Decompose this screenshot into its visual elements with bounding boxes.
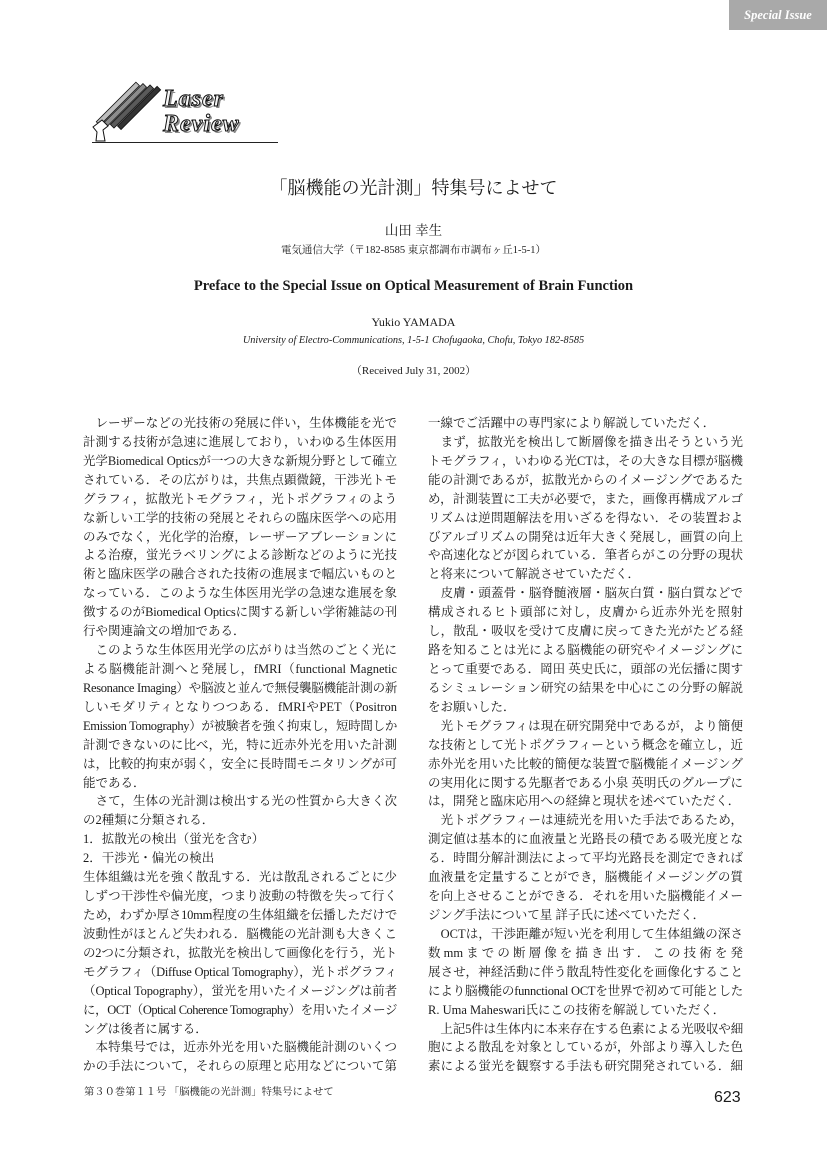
- page-number: 623: [714, 1089, 741, 1106]
- text-line: まず，拡散光を検出して断層像を描き出そうという光: [428, 434, 743, 449]
- text-line: により脳機能のfunnctional OCTを世界で初めて可能とした: [428, 983, 743, 998]
- paragraph: [428, 584, 743, 716]
- text-line: 路を知ることは光による脳機能の研究やイメージングに: [428, 643, 743, 658]
- text-line: なっている．このような生体医用光学の急速な進展を象: [83, 586, 397, 601]
- text-line: の2つに分類され，拡散光を検出して画像化を行う，光ト: [83, 945, 397, 960]
- text-line: るシミュレーション研究の結果を中心にこの分野の解説: [428, 680, 743, 695]
- text-line: かの手法について，それらの原理と応用などについて第: [83, 1059, 397, 1074]
- text-line: と将来について解説させていただく．: [428, 567, 641, 582]
- paragraph: [83, 1038, 397, 1076]
- text-line: 一線でご活躍中の専門家により解説していただく．: [428, 416, 716, 430]
- text-line: 本特集号では，近赤外光を用いた脳機能計測のいくつ: [83, 1040, 397, 1055]
- paragraph: [428, 433, 743, 584]
- received-date: （Received July 31, 2002）: [350, 365, 477, 377]
- text-line: 計測できないのに比べ，光，特に近赤外光を用いた計測: [83, 737, 397, 752]
- text-line: OCTは，干渉距離が短い光を利用して生体組織の深さ: [428, 926, 743, 941]
- text-line: されている．その広がりは，共焦点顕微鏡，干渉光トモ: [83, 472, 397, 487]
- text-line: とって重要である．岡田 英史氏に，頭部の光伝播に関す: [428, 661, 743, 676]
- text-line: モグラフィ（Diffuse Optical Tomography），光トポグラフィ: [83, 964, 397, 979]
- text-line: は，開発と臨床応用への経緯と現状を述べていただく．: [428, 794, 741, 809]
- left-column: [83, 414, 397, 1076]
- text-line: 皮膚・頭蓋骨・脳脊髄液層・脳灰白質・脳白質などで: [428, 586, 743, 601]
- paragraph: [428, 811, 743, 925]
- text-line: 生体組織は光を強く散乱する．光は散乱されるごとに少: [83, 870, 397, 885]
- running-footer: 第３０巻第１１号 「脳機能の光計測」特集号によせて: [84, 1087, 334, 1098]
- text-line: る．時間分解計測法によって平均光路長を測定できれば: [428, 851, 743, 866]
- article-title-ja: 「脳機能の光計測」特集号によせて: [269, 178, 558, 198]
- text-line: 波動性がほとんど失われる．脳機能の光計測も大きくこ: [83, 926, 397, 941]
- text-line: 構成されるヒト頭部に対し，皮膚から近赤外光を照射: [428, 605, 743, 620]
- special-issue-badge: Special Issue: [729, 0, 827, 30]
- text-line: の2種類に分類される．: [83, 813, 215, 828]
- paragraph: [428, 717, 743, 812]
- text-line: Resonance Imaging）や脳波と並んで無侵襲脳機能計測の新: [83, 680, 397, 695]
- text-line: 上記5件は生体内に本来存在する色素による光吸収や細: [428, 1021, 743, 1036]
- article-title-en: Preface to the Special Issue on Optical Measurement of Brain Function: [193, 278, 634, 294]
- text-line: レーザーなどの光技術の発展に伴い，生体機能を光で: [83, 416, 397, 430]
- text-line: 徴するのがBiomedical Opticsに関する新しい学術雑誌の刊: [83, 605, 397, 620]
- text-line: 光トモグラフィは現在研究開発中であるが，より簡便: [428, 718, 743, 733]
- text-line: よる治療，蛍光ラベリングによる診断などのように光技: [83, 548, 397, 563]
- text-line: グラフィ，拡散光トモグラフィ，光トポグラフィのよう: [83, 491, 397, 506]
- text-line: を向上させることができる．それを用いた脳機能イメー: [428, 889, 743, 904]
- text-line: 素による蛍光を観察する手法も研究開発されている．細: [428, 1059, 743, 1074]
- affiliation-en: University of Electro-Communications, 1-5-1 Chofugaoka, Chofu, Tokyo 182-8585: [242, 335, 585, 346]
- laser-review-logo-icon: [90, 75, 162, 143]
- text-line: ングは後者に属する．: [83, 1021, 208, 1036]
- text-line: 測定値は基本的に血液量と光路長の積である吸光度とな: [428, 832, 743, 847]
- paragraph: [428, 1020, 743, 1077]
- paragraph: [83, 414, 397, 641]
- text-line: さて，生体の光計測は検出する光の性質から大きく次: [83, 794, 397, 809]
- text-line: 光学Biomedical Opticsが一つの大きな新規分野として確立: [83, 453, 397, 468]
- text-line: 数mmまでの断層像を描き出す．この技術を発: [428, 945, 743, 960]
- author-name-ja: 山田 幸生: [384, 223, 443, 238]
- text-line: （Optical Topography），蛍光を用いたイメージングは前者: [83, 983, 397, 998]
- text-line: な技術として光トポグラフィーという概念を確立し，近: [428, 737, 743, 752]
- text-line: や高速化などが図られている．筆者らがこの分野の現状: [428, 548, 743, 563]
- right-column: [428, 414, 743, 1076]
- affiliation-ja: 電気通信大学（〒182-8585 東京都調布市調布ヶ丘1-5-1）: [280, 245, 547, 256]
- logo-word-laser: Laser: [163, 86, 224, 112]
- text-line: このような生体医用光学の広がりは当然のごとく光に: [83, 643, 397, 658]
- text-line: ジング手法について星 詳子氏に述べていただく．: [428, 907, 706, 922]
- paragraph: [83, 792, 397, 830]
- text-line: リズムは逆問題解法を用いざるを得ない．その装置およ: [428, 510, 743, 525]
- text-line: 光トポグラフィーは連続光を用いた手法であるため，: [428, 813, 743, 828]
- text-line: びアルゴリズムの開発は近年大きく発展し，画質の向上: [428, 529, 743, 544]
- text-line: 行や関連論文の増加である．: [83, 624, 246, 639]
- text-line: は，比較的拘束が弱く，安全に長時間モニタリングが可: [83, 756, 397, 771]
- text-line: のみでなく，光化学的治療，レーザーアブレーションに: [83, 529, 397, 544]
- text-line: Emission Tomography）が被験者を強く拘束し，短時間しか: [83, 718, 397, 733]
- text-line: め，計測装置に工夫が必要で，また，画像再構成アルゴ: [428, 491, 743, 506]
- logo-underline: [92, 142, 278, 143]
- text-line: 能の計測であるが，拡散光からのイメージングであるた: [428, 472, 743, 487]
- text-line: 赤外光を用いた比較的簡便な装置で脳機能イメージング: [428, 756, 743, 771]
- text-line: 胞による散乱を対象としているが，外部より導入した色: [428, 1040, 743, 1055]
- text-line: に，OCT（Optical Coherence Tomography）を用いたイメージ: [83, 1002, 397, 1017]
- text-line: な新しい工学的技術の発展とそれらの臨床医学への応用: [83, 510, 397, 525]
- text-line: 能である．: [83, 775, 146, 790]
- text-line: R. Uma Maheswari氏にこの技術を解説していただく．: [428, 1002, 726, 1017]
- paragraph: [83, 641, 397, 792]
- text-line: 血液量を定量することができ，脳機能イメージングの質: [428, 870, 743, 885]
- text-line: 計測する技術が急速に進展しており，いわゆる生体医用: [83, 434, 397, 449]
- paragraph: [83, 849, 397, 868]
- text-line: しいモダリティとなりつつある．fMRIやPET（Positron: [83, 699, 397, 714]
- text-line: 2．干渉光・偏光の検出: [83, 851, 215, 866]
- paragraph: [83, 830, 397, 849]
- author-name-en: Yukio YAMADA: [371, 315, 456, 329]
- logo-word-review: Review: [163, 111, 240, 137]
- text-line: し，散乱・吸収を受けて皮膚に戻ってきた光がたどる経: [428, 624, 743, 639]
- paragraph: [428, 414, 743, 433]
- text-line: の実用化に関する先駆者である小泉 英明氏のグループに: [428, 775, 743, 790]
- text-line: 1．拡散光の検出（蛍光を含む）: [83, 832, 265, 847]
- text-line: トモグラフィ，いわゆる光CTは，その大きな目標が脳機: [428, 453, 743, 468]
- text-line: 展させ，神経活動に伴う散乱特性変化を画像化すること: [428, 964, 743, 979]
- text-line: しずつ干渉性や偏光度，つまり波動の特徴を失って行く: [83, 889, 397, 904]
- text-line: をお願いした．: [428, 699, 516, 714]
- paragraph: [83, 868, 397, 1038]
- text-line: ため，わずか厚さ10mm程度の生体組織を伝播しただけで: [83, 907, 397, 922]
- text-line: 術と臨床医学の融合された技術の進展まで幅広いものと: [83, 567, 397, 582]
- paragraph: [428, 925, 743, 1020]
- text-line: よる脳機能計測へと発展し，fMRI（functional Magnetic: [83, 661, 397, 676]
